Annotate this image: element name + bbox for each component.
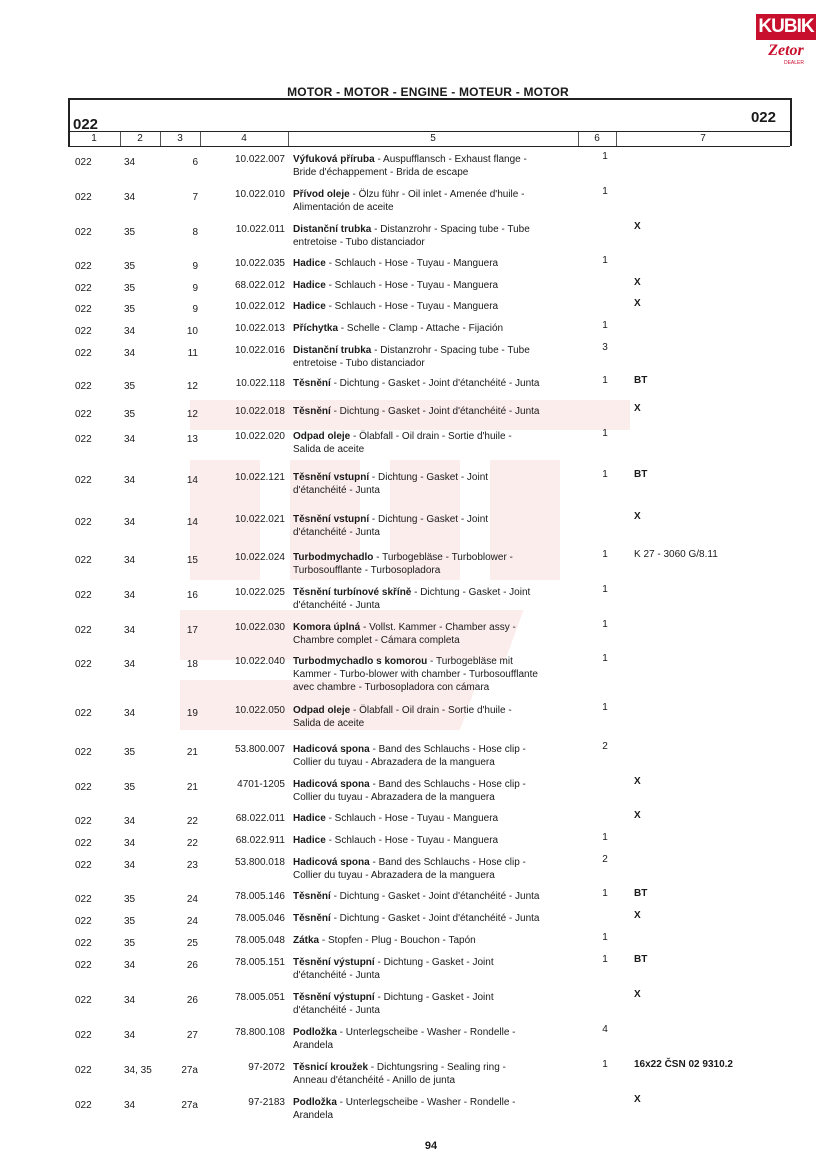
position-cell: 21 [186, 747, 198, 758]
figure-cell: 34 [124, 860, 136, 871]
position-cell: 15 [186, 555, 198, 566]
figure-cell: 35 [124, 916, 136, 927]
part-number-cell: 10.022.013 [234, 323, 285, 334]
description-cell [293, 1096, 583, 1122]
description-cell [293, 1026, 583, 1052]
part-translations-cont: entretoise - Tubo distanciador [293, 237, 425, 248]
part-number-cell: 78.005.146 [234, 891, 285, 902]
quantity-cell: 1 [602, 619, 608, 630]
part-number-cell: 10.022.035 [234, 258, 285, 269]
part-translations-cont: d'étanchéité - Junta [293, 600, 380, 611]
column-header-bar [68, 131, 790, 147]
part-translations: - Dichtung - Gasket - Joint [411, 587, 531, 598]
part-name: Podložka [293, 1027, 337, 1038]
position-cell: 13 [186, 434, 198, 445]
description-cell [293, 834, 583, 847]
quantity-cell: 1 [602, 151, 608, 162]
part-number-cell: 10.022.007 [234, 154, 285, 165]
figure-cell: 35 [124, 938, 136, 949]
figure-cell: 34 [124, 555, 136, 566]
part-number-cell: 10.022.025 [234, 587, 285, 598]
group-cell: 022 [75, 894, 92, 905]
description-cell [293, 890, 583, 903]
figure-cell: 35 [124, 304, 136, 315]
group-cell: 022 [75, 1100, 92, 1111]
description-cell [293, 257, 583, 270]
note-cell: X [634, 221, 641, 232]
group-cell: 022 [75, 838, 92, 849]
position-cell: 24 [186, 894, 198, 905]
part-name: Turbodmychadlo [293, 552, 374, 563]
position-cell: 27a [181, 1065, 198, 1076]
position-cell: 19 [186, 708, 198, 719]
logo-brand: KUBIK [756, 14, 816, 40]
group-cell: 022 [75, 659, 92, 670]
figure-cell: 34 [124, 475, 136, 486]
part-name: Distanční trubka [293, 345, 372, 356]
group-cell: 022 [75, 261, 92, 272]
part-name: Těsnění vstupní [293, 514, 370, 525]
description-cell [293, 513, 583, 539]
part-number-cell: 68.022.911 [235, 835, 285, 846]
position-cell: 22 [186, 816, 198, 827]
part-translations: - Ölabfall - Oil drain - Sortie d'huile - [350, 705, 512, 716]
part-translations: - Dichtung - Gasket - Joint [369, 472, 489, 483]
note-cell: X [634, 810, 641, 821]
position-cell: 16 [186, 590, 198, 601]
part-name: Těsnění [293, 891, 331, 902]
position-cell: 18 [186, 659, 198, 670]
description-cell [293, 322, 583, 335]
part-number-cell: 78.005.048 [234, 935, 285, 946]
part-number-cell: 10.022.020 [234, 431, 285, 442]
note-cell: X [634, 1094, 641, 1105]
part-translations: - Schlauch - Hose - Tuyau - Manguera [325, 258, 499, 269]
part-translations: - Ölabfall - Oil drain - Sortie d'huile - [350, 431, 512, 442]
part-translations: - Turbogebläse - Turboblower - [373, 552, 513, 563]
part-translations-cont: Chambre complet - Cámara completa [293, 635, 460, 646]
description-cell [293, 704, 583, 730]
description-cell [293, 778, 583, 804]
position-cell: 27 [186, 1030, 198, 1041]
part-name: Těsnění výstupní [293, 957, 375, 968]
group-cell: 022 [75, 625, 92, 636]
part-translations: - Dichtungsring - Sealing ring - [368, 1062, 506, 1073]
part-translations-cont: Alimentación de aceite [293, 202, 394, 213]
description-cell [293, 377, 583, 390]
part-translations: - Stopfen - Plug - Bouchon - Tapón [319, 935, 476, 946]
figure-cell: 34 [124, 625, 136, 636]
position-cell: 9 [192, 261, 198, 272]
part-translations-cont: d'étanchéité - Junta [293, 970, 380, 981]
figure-cell: 35 [124, 782, 136, 793]
quantity-cell: 1 [602, 932, 608, 943]
part-number-cell: 78.005.046 [234, 913, 285, 924]
part-number-cell: 10.022.011 [235, 224, 285, 235]
logo-mark: Zetor [768, 42, 804, 59]
figure-cell: 35 [124, 747, 136, 758]
part-translations: - Unterlegscheibe - Washer - Rondelle - [336, 1097, 516, 1108]
part-translations-cont: Arandela [293, 1110, 334, 1121]
position-cell: 8 [192, 227, 198, 238]
part-number-cell: 10.022.050 [234, 705, 285, 716]
part-number-cell: 10.022.018 [234, 406, 285, 417]
figure-cell: 34 [124, 659, 136, 670]
part-translations-cont: Turbosoufflante - Turbosopladora [293, 565, 441, 576]
part-translations-cont: Collier du tuyau - Abrazadera de la manguera [293, 757, 495, 768]
group-code-right: 022 [750, 109, 776, 126]
figure-cell: 35 [124, 894, 136, 905]
position-cell: 14 [186, 517, 198, 528]
note-cell: X [634, 403, 641, 414]
position-cell: 27a [181, 1100, 198, 1111]
quantity-cell: 1 [602, 888, 608, 899]
description-cell [293, 551, 583, 577]
part-number-cell: 10.022.016 [234, 345, 285, 356]
part-translations: - Distanzrohr - Spacing tube - Tube [371, 224, 530, 235]
column-header: 6 [578, 132, 617, 146]
description-cell [293, 812, 583, 825]
position-cell: 24 [186, 916, 198, 927]
part-name: Hadicová spona [293, 744, 370, 755]
quantity-cell: 1 [602, 549, 608, 560]
position-cell: 12 [186, 381, 198, 392]
position-cell: 10 [186, 326, 198, 337]
part-name: Odpad oleje [293, 431, 351, 442]
part-translations-cont: Anneau d'étanchéité - Anillo de junta [293, 1075, 456, 1086]
part-name: Odpad oleje [293, 705, 351, 716]
part-number-cell: 10.022.012 [234, 301, 285, 312]
part-number-cell: 10.022.021 [234, 514, 285, 525]
figure-cell: 34 [124, 838, 136, 849]
figure-cell: 34 [124, 517, 136, 528]
part-number-cell: 10.022.010 [234, 189, 285, 200]
group-cell: 022 [75, 304, 92, 315]
note-cell: BT [634, 375, 648, 386]
description-cell [293, 188, 583, 214]
group-cell: 022 [75, 960, 92, 971]
part-name: Těsnicí kroužek [293, 1062, 369, 1073]
part-translations: - Schlauch - Hose - Tuyau - Manguera [325, 301, 499, 312]
part-translations-cont: Bride d'échappement - Brida de escape [293, 167, 469, 178]
note-cell: BT [634, 469, 648, 480]
note-cell: BT [634, 888, 648, 899]
description-cell [293, 991, 583, 1017]
part-name: Hadice [293, 258, 326, 269]
kubik-zetor-logo [756, 14, 816, 66]
group-cell: 022 [75, 381, 92, 392]
part-name: Hadice [293, 835, 326, 846]
figure-cell: 35 [124, 409, 136, 420]
group-cell: 022 [75, 157, 92, 168]
group-cell: 022 [75, 283, 92, 294]
description-cell [293, 621, 583, 647]
group-cell: 022 [75, 409, 92, 420]
part-name: Turbodmychadlo s komorou [293, 656, 428, 667]
quantity-cell: 1 [602, 653, 608, 664]
part-translations-cont: Collier du tuyau - Abrazadera de la manguera [293, 792, 495, 803]
quantity-cell: 1 [602, 702, 608, 713]
part-name: Hadicová spona [293, 779, 370, 790]
description-cell [293, 934, 583, 947]
group-cell: 022 [75, 916, 92, 927]
part-number-cell: 97-2072 [248, 1062, 285, 1073]
figure-cell: 35 [124, 283, 136, 294]
part-translations-cont: Salida de aceite [293, 718, 365, 729]
page-number: 94 [424, 1140, 438, 1152]
figure-cell: 34 [124, 1030, 136, 1041]
part-translations: - Dichtung - Gasket - Joint d'étanchéité - Junta [330, 891, 540, 902]
group-cell: 022 [75, 475, 92, 486]
quantity-cell: 1 [602, 832, 608, 843]
column-header: 5 [288, 132, 579, 146]
logo-sub: DEALER [783, 60, 804, 66]
position-cell: 22 [186, 838, 198, 849]
group-cell: 022 [75, 590, 92, 601]
position-cell: 26 [186, 995, 198, 1006]
part-number-cell: 97-2183 [248, 1097, 285, 1108]
part-name: Příchytka [293, 323, 339, 334]
description-cell [293, 956, 583, 982]
part-number-cell: 53.800.007 [234, 744, 285, 755]
group-cell: 022 [75, 708, 92, 719]
part-translations: - Dichtung - Gasket - Joint [374, 992, 494, 1003]
position-cell: 9 [192, 304, 198, 315]
figure-cell: 34 [124, 708, 136, 719]
part-number-cell: 53.800.018 [234, 857, 285, 868]
part-name: Hadice [293, 280, 326, 291]
part-translations: - Dichtung - Gasket - Joint [374, 957, 494, 968]
part-translations: - Unterlegscheibe - Washer - Rondelle - [336, 1027, 516, 1038]
figure-cell: 34 [124, 348, 136, 359]
position-cell: 11 [187, 348, 198, 359]
part-number-cell: 10.022.040 [234, 656, 285, 667]
figure-cell: 34 [124, 1100, 136, 1111]
quantity-cell: 3 [602, 342, 608, 353]
part-number-cell: 10.022.118 [235, 378, 285, 389]
group-cell: 022 [75, 782, 92, 793]
part-name: Těsnění [293, 378, 331, 389]
column-header: 7 [700, 133, 706, 144]
group-cell: 022 [75, 816, 92, 827]
quantity-cell: 1 [602, 1059, 608, 1070]
group-cell: 022 [75, 555, 92, 566]
part-translations: - Dichtung - Gasket - Joint d'étanchéité - Junta [330, 406, 540, 417]
note-cell: X [634, 511, 641, 522]
figure-cell: 34 [124, 434, 136, 445]
note-cell: X [634, 910, 641, 921]
group-cell: 022 [75, 995, 92, 1006]
group-cell: 022 [75, 938, 92, 949]
description-cell [293, 471, 583, 497]
part-translations: - Dichtung - Gasket - Joint d'étanchéité - Junta [330, 378, 540, 389]
page-title: MOTOR - MOTOR - ENGINE - MOTEUR - MOTOR [287, 85, 569, 99]
note-cell: 16x22 ČSN 02 9310.2 [634, 1059, 733, 1070]
description-cell [293, 153, 583, 179]
group-cell: 022 [75, 326, 92, 337]
group-cell: 022 [75, 434, 92, 445]
group-cell: 022 [75, 1065, 92, 1076]
note-cell: X [634, 298, 641, 309]
part-translations: - Vollst. Kammer - Chamber assy - [360, 622, 516, 633]
figure-cell: 34, 35 [124, 1065, 152, 1076]
group-cell: 022 [75, 348, 92, 359]
note-cell: BT [634, 954, 648, 965]
position-cell: 14 [186, 475, 198, 486]
part-translations-cont: avec chambre - Turbosopladora con cámara [293, 682, 490, 693]
part-number-cell: 78.800.108 [234, 1027, 285, 1038]
part-translations-cont: Salida de aceite [293, 444, 365, 455]
part-number-cell: 78.005.151 [234, 957, 285, 968]
position-cell: 21 [186, 782, 198, 793]
group-cell: 022 [75, 227, 92, 238]
position-cell: 6 [192, 157, 198, 168]
part-name: Hadicová spona [293, 857, 370, 868]
quantity-cell: 1 [602, 954, 608, 965]
figure-cell: 34 [124, 157, 136, 168]
note-cell: X [634, 989, 641, 1000]
quantity-cell: 1 [602, 375, 608, 386]
part-translations: - Distanzrohr - Spacing tube - Tube [371, 345, 530, 356]
quantity-cell: 1 [602, 469, 608, 480]
position-cell: 17 [186, 625, 198, 636]
position-cell: 7 [192, 192, 198, 203]
part-name: Komora úplná [293, 622, 361, 633]
figure-cell: 34 [124, 995, 136, 1006]
figure-cell: 34 [124, 960, 136, 971]
figure-cell: 34 [124, 816, 136, 827]
note-cell: K 27 - 3060 G/8.11 [634, 549, 718, 560]
part-name: Těsnění [293, 406, 331, 417]
part-name: Hadice [293, 813, 326, 824]
part-number-cell: 10.022.030 [234, 622, 285, 633]
description-cell [293, 856, 583, 882]
figure-cell: 34 [124, 326, 136, 337]
part-name: Výfuková příruba [293, 154, 375, 165]
part-number-cell: 68.022.012 [234, 280, 285, 291]
quantity-cell: 4 [602, 1024, 608, 1035]
part-name: Distanční trubka [293, 224, 372, 235]
column-header: 3 [160, 132, 201, 146]
group-cell: 022 [75, 517, 92, 528]
position-cell: 12 [186, 409, 198, 420]
position-cell: 25 [186, 938, 198, 949]
figure-cell: 34 [124, 192, 136, 203]
group-code-left: 022 [73, 116, 99, 133]
part-translations-cont: d'étanchéité - Junta [293, 485, 380, 496]
part-number-cell: 10.022.121 [234, 472, 285, 483]
column-header: 1 [68, 132, 121, 146]
figure-cell: 35 [124, 261, 136, 272]
part-number-cell: 78.005.051 [234, 992, 285, 1003]
description-cell [293, 405, 583, 418]
description-cell [293, 655, 583, 694]
part-translations: - Dichtung - Gasket - Joint d'étanchéité - Junta [330, 913, 540, 924]
part-translations: - Ölzu führ - Oil inlet - Amenée d'huile - [349, 189, 525, 200]
part-translations: - Band des Schlauchs - Hose clip - [369, 779, 526, 790]
position-cell: 9 [192, 283, 198, 294]
description-cell [293, 344, 583, 370]
part-translations: - Schlauch - Hose - Tuyau - Manguera [325, 280, 499, 291]
group-cell: 022 [75, 1030, 92, 1041]
quantity-cell: 1 [602, 428, 608, 439]
part-name: Těsnění vstupní [293, 472, 370, 483]
part-translations-cont: entretoise - Tubo distanciador [293, 358, 425, 369]
description-cell [293, 1061, 583, 1087]
description-cell [293, 912, 583, 925]
part-number-cell: 4701-1205 [237, 779, 285, 790]
position-cell: 23 [186, 860, 198, 871]
group-cell: 022 [75, 747, 92, 758]
part-translations: - Band des Schlauchs - Hose clip - [369, 857, 526, 868]
description-cell [293, 743, 583, 769]
quantity-cell: 1 [602, 186, 608, 197]
part-translations-cont: Kammer - Turbo-blower with chamber - Turbosoufflante [293, 669, 538, 680]
part-name: Zátka [293, 935, 320, 946]
part-name: Těsnění výstupní [293, 992, 375, 1003]
description-cell [293, 586, 583, 612]
part-translations-cont: d'étanchéité - Junta [293, 1005, 380, 1016]
figure-cell: 34 [124, 590, 136, 601]
part-number-cell: 68.022.011 [235, 813, 285, 824]
part-translations: - Band des Schlauchs - Hose clip - [369, 744, 526, 755]
description-cell [293, 223, 583, 249]
part-name: Podložka [293, 1097, 337, 1108]
group-cell: 022 [75, 192, 92, 203]
group-cell: 022 [75, 860, 92, 871]
part-translations: - Auspufflansch - Exhaust flange - [374, 154, 527, 165]
description-cell [293, 279, 583, 292]
part-translations: - Turbogebläse mit [427, 656, 513, 667]
part-translations: - Schlauch - Hose - Tuyau - Manguera [325, 835, 499, 846]
note-cell: X [634, 776, 641, 787]
description-cell [293, 430, 583, 456]
quantity-cell: 2 [602, 854, 608, 865]
part-translations-cont: Arandela [293, 1040, 334, 1051]
part-translations: - Schelle - Clamp - Attache - Fijación [338, 323, 504, 334]
part-name: Přívod oleje [293, 189, 350, 200]
part-name: Těsnění [293, 913, 331, 924]
column-header: 2 [120, 132, 161, 146]
part-translations-cont: Collier du tuyau - Abrazadera de la manguera [293, 870, 495, 881]
quantity-cell: 1 [602, 320, 608, 331]
position-cell: 26 [186, 960, 198, 971]
quantity-cell: 2 [602, 741, 608, 752]
description-cell [293, 300, 583, 313]
figure-cell: 35 [124, 381, 136, 392]
part-name: Těsnění turbínové skříně [293, 587, 412, 598]
part-translations: - Schlauch - Hose - Tuyau - Manguera [325, 813, 499, 824]
part-name: Hadice [293, 301, 326, 312]
figure-cell: 35 [124, 227, 136, 238]
part-number-cell: 10.022.024 [234, 552, 285, 563]
quantity-cell: 1 [602, 584, 608, 595]
note-cell: X [634, 277, 641, 288]
part-translations: - Dichtung - Gasket - Joint [369, 514, 489, 525]
column-header: 4 [200, 132, 289, 146]
quantity-cell: 1 [602, 255, 608, 266]
part-translations-cont: d'étanchéité - Junta [293, 527, 380, 538]
